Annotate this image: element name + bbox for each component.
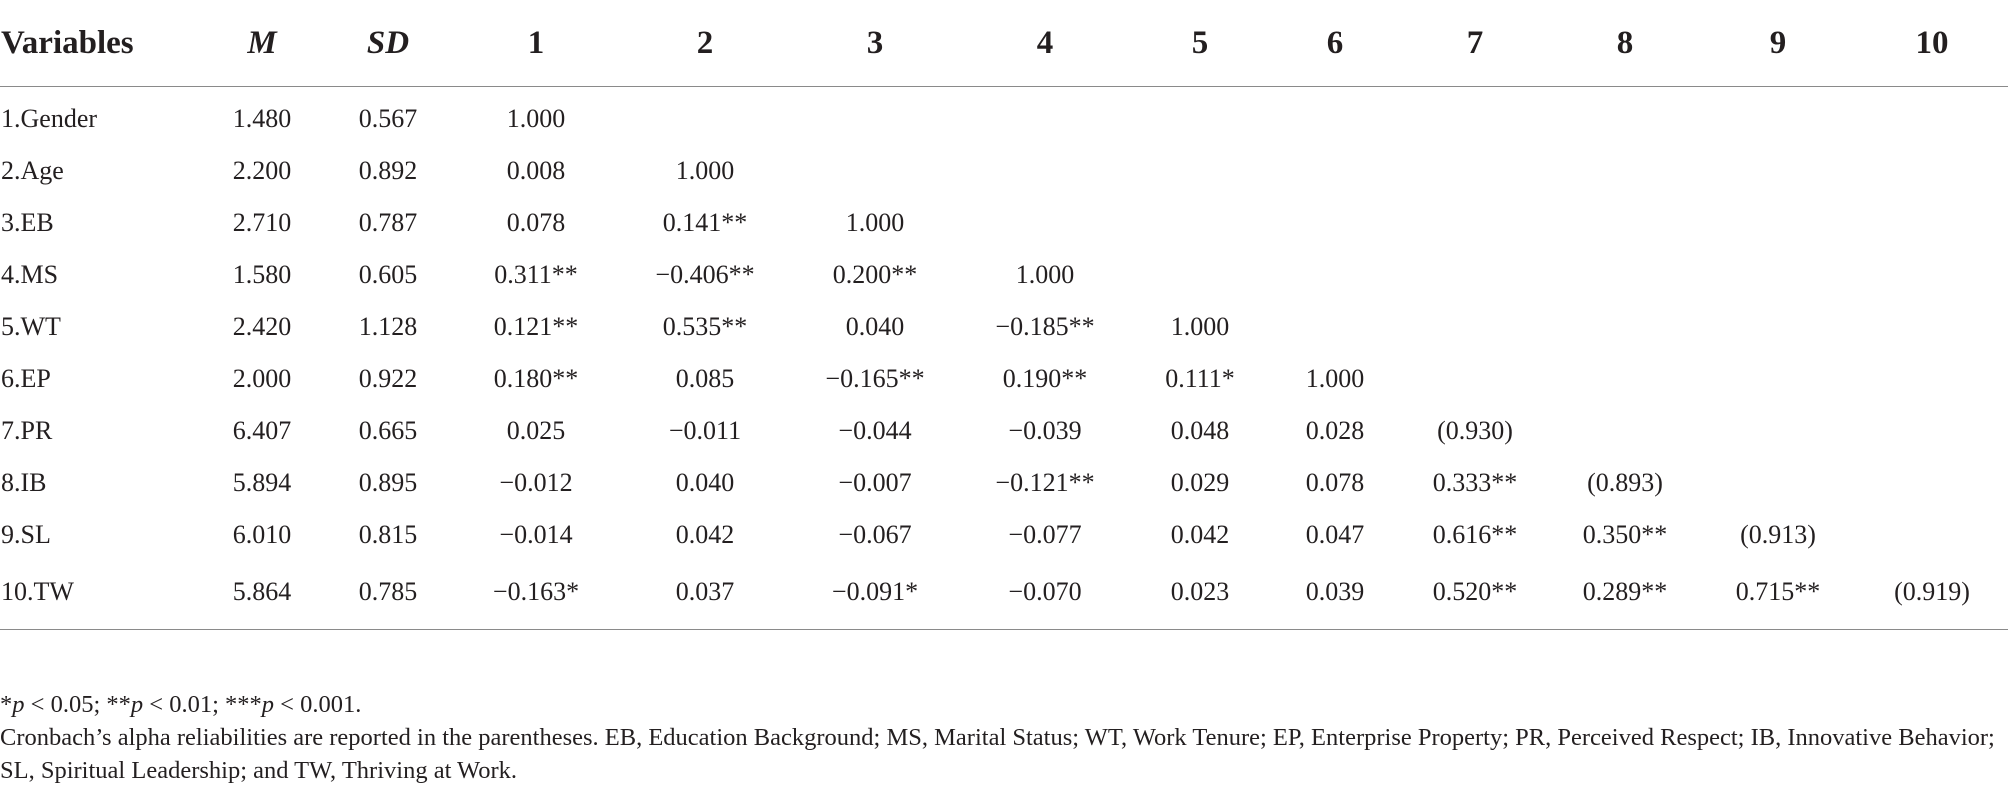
correlation-cell: −0.091* xyxy=(790,561,960,630)
correlation-cell: −0.121** xyxy=(995,468,1095,497)
table-row xyxy=(0,249,2008,301)
table-row xyxy=(0,405,2008,457)
table-row xyxy=(0,509,2008,561)
correlation-cell xyxy=(1856,145,2008,197)
correlation-cell xyxy=(1700,145,1856,197)
header-row xyxy=(0,0,2008,87)
correlation-cell xyxy=(1400,301,1550,353)
header-cell-variables: Variables xyxy=(0,0,200,87)
header-cell-8: 8 xyxy=(1550,0,1700,87)
table-footnotes xyxy=(0,688,2000,787)
sd-cell: 0.605 xyxy=(358,260,418,289)
correlation-cell: 0.121** xyxy=(493,312,579,341)
correlation-cell: 1.000 xyxy=(1305,364,1365,393)
table-header xyxy=(0,0,2008,87)
correlation-cell: 0.028 xyxy=(1305,416,1365,445)
abbreviations-note: Cronbach’s alpha reliabilities are reported in the parentheses. EB, Education Background; MS, Marital Status; WT, Work Tenure; EP, Enterprise Property; PR, Perceived Respect; IB, Innovative Behavior; SL, Spiritual Leadership; and TW, Thriving at Work. xyxy=(0,724,1995,784)
correlation-cell xyxy=(1400,87,1550,146)
correlation-cell xyxy=(1700,87,1856,146)
correlation-cell xyxy=(1856,301,2008,353)
sd-cell: 0.815 xyxy=(358,520,418,549)
correlation-cell: 1.000 xyxy=(845,208,905,237)
correlation-cell: 0.023 xyxy=(1130,561,1270,630)
correlation-cell: 0.715** xyxy=(1700,561,1856,630)
correlation-cell: 0.042 xyxy=(1170,520,1230,549)
correlation-cell: −0.007 xyxy=(838,468,912,497)
correlation-cell xyxy=(620,87,790,146)
significance-note-p-3: p xyxy=(261,691,274,718)
mean-cell: 6.010 xyxy=(232,520,292,549)
table-row xyxy=(0,145,2008,197)
correlation-cell: 1.000 xyxy=(506,104,566,133)
table-row xyxy=(0,87,2008,146)
correlation-cell: (0.930) xyxy=(1437,416,1513,445)
correlation-cell xyxy=(960,145,1130,197)
mean-cell: 5.864 xyxy=(200,561,324,630)
correlation-cell: −0.067 xyxy=(838,520,912,549)
table-row xyxy=(0,353,2008,405)
significance-note-text-3: < 0.01; *** xyxy=(143,691,262,718)
header-cell-mean: M xyxy=(200,0,324,87)
correlation-cell: 1.000 xyxy=(1170,312,1230,341)
correlation-cell xyxy=(1130,249,1270,301)
correlation-cell xyxy=(1400,197,1550,249)
correlation-cell xyxy=(790,145,960,197)
correlation-cell: −0.039 xyxy=(1008,416,1082,445)
significance-note-p-1: p xyxy=(12,691,25,718)
correlation-cell xyxy=(1550,405,1700,457)
correlation-cell xyxy=(1400,249,1550,301)
table-row xyxy=(0,561,2008,630)
correlation-cell xyxy=(1130,197,1270,249)
variable-name-cell: 1.Gender xyxy=(1,104,98,133)
sd-cell: 0.922 xyxy=(358,364,418,393)
table-row xyxy=(0,457,2008,509)
correlation-cell xyxy=(1400,145,1550,197)
correlation-cell: 1.000 xyxy=(675,156,735,185)
correlation-cell xyxy=(1700,457,1856,509)
variable-name-cell: 3.EB xyxy=(1,208,54,237)
correlation-cell: −0.185** xyxy=(995,312,1095,341)
significance-note-text-4: < 0.001. xyxy=(274,691,362,718)
correlation-cell: 0.289** xyxy=(1550,561,1700,630)
significance-note-p-2: p xyxy=(130,691,144,718)
correlation-cell xyxy=(1700,405,1856,457)
correlation-cell: −0.011 xyxy=(668,416,742,445)
significance-note-text-2: < 0.05; ** xyxy=(24,691,131,718)
header-cell-1: 1 xyxy=(452,0,620,87)
variable-name-cell: 10.TW xyxy=(0,561,200,630)
variable-name-cell: 8.IB xyxy=(1,468,47,497)
sd-cell: 0.665 xyxy=(358,416,418,445)
mean-cell: 2.710 xyxy=(232,208,292,237)
correlation-cell xyxy=(960,87,1130,146)
correlation-cell xyxy=(1270,145,1400,197)
correlation-cell: (0.893) xyxy=(1587,468,1663,497)
correlation-cell: 1.000 xyxy=(1015,260,1075,289)
correlation-cell: −0.406** xyxy=(655,260,755,289)
correlation-cell xyxy=(1700,249,1856,301)
variable-name-cell: 7.PR xyxy=(1,416,53,445)
correlation-cell xyxy=(1700,301,1856,353)
correlation-cell xyxy=(1856,405,2008,457)
correlation-cell: −0.070 xyxy=(960,561,1130,630)
mean-cell: 2.200 xyxy=(232,156,292,185)
header-cell-4: 4 xyxy=(960,0,1130,87)
correlation-cell xyxy=(1856,249,2008,301)
header-cell-5: 5 xyxy=(1130,0,1270,87)
correlation-cell: 0.040 xyxy=(675,468,735,497)
correlation-cell xyxy=(1130,145,1270,197)
table-row xyxy=(0,301,2008,353)
mean-cell: 2.420 xyxy=(232,312,292,341)
correlation-cell xyxy=(1700,197,1856,249)
sd-cell: 0.567 xyxy=(358,104,418,133)
header-cell-10: 10 xyxy=(1856,0,2008,87)
variable-name-cell: 4.MS xyxy=(1,260,59,289)
correlation-cell: 0.029 xyxy=(1170,468,1230,497)
mean-cell: 1.580 xyxy=(232,260,292,289)
header-cell-6: 6 xyxy=(1270,0,1400,87)
correlation-cell: 0.047 xyxy=(1305,520,1365,549)
header-cell-sd: SD xyxy=(324,0,452,87)
significance-note xyxy=(0,688,2000,721)
correlation-cell: (0.913) xyxy=(1740,520,1816,549)
correlation-cell xyxy=(1856,353,2008,405)
mean-cell: 1.480 xyxy=(232,104,292,133)
correlation-cell: 0.008 xyxy=(506,156,566,185)
correlation-cell xyxy=(1550,145,1700,197)
sd-cell: 0.892 xyxy=(358,156,418,185)
correlation-cell: −0.044 xyxy=(838,416,912,445)
correlation-cell xyxy=(1856,457,2008,509)
mean-cell: 5.894 xyxy=(232,468,292,497)
correlation-cell: 0.039 xyxy=(1270,561,1400,630)
correlation-cell: −0.163* xyxy=(452,561,620,630)
correlation-cell: 0.141** xyxy=(662,208,748,237)
header-cell-7: 7 xyxy=(1400,0,1550,87)
sd-cell: 0.895 xyxy=(358,468,418,497)
variable-name-cell: 6.EP xyxy=(1,364,51,393)
correlation-cell xyxy=(1856,197,2008,249)
table-body xyxy=(0,87,2008,630)
correlation-cell: 0.111* xyxy=(1165,364,1235,393)
correlation-cell xyxy=(1856,509,2008,561)
correlation-cell: −0.014 xyxy=(499,520,573,549)
sd-cell: 0.785 xyxy=(324,561,452,630)
correlation-cell: 0.190** xyxy=(1002,364,1088,393)
correlation-cell: 0.085 xyxy=(675,364,735,393)
variable-name-cell: 9.SL xyxy=(1,520,51,549)
correlation-cell: 0.078 xyxy=(1305,468,1365,497)
correlation-cell: 0.048 xyxy=(1170,416,1230,445)
correlation-cell xyxy=(1270,197,1400,249)
correlation-cell xyxy=(1130,87,1270,146)
correlation-cell: 0.025 xyxy=(506,416,566,445)
correlation-cell: −0.165** xyxy=(825,364,925,393)
correlation-cell: 0.311** xyxy=(494,260,578,289)
correlation-cell xyxy=(1550,87,1700,146)
correlation-cell: (0.919) xyxy=(1856,561,2008,630)
header-cell-3: 3 xyxy=(790,0,960,87)
correlation-cell: 0.040 xyxy=(845,312,905,341)
correlation-cell xyxy=(1550,353,1700,405)
significance-note-text-1: * xyxy=(0,691,13,718)
correlation-cell: 0.616** xyxy=(1432,520,1518,549)
table-row xyxy=(0,197,2008,249)
correlation-cell xyxy=(1700,353,1856,405)
correlation-cell xyxy=(1400,353,1550,405)
sd-cell: 1.128 xyxy=(358,312,418,341)
header-cell-2: 2 xyxy=(620,0,790,87)
variable-name-cell: 5.WT xyxy=(1,312,61,341)
correlation-cell xyxy=(1270,249,1400,301)
correlation-cell xyxy=(1550,301,1700,353)
correlation-cell: −0.077 xyxy=(1008,520,1082,549)
variable-name-cell: 2.Age xyxy=(1,156,64,185)
correlation-cell xyxy=(1270,301,1400,353)
correlation-cell xyxy=(1550,249,1700,301)
correlation-cell: 0.520** xyxy=(1400,561,1550,630)
correlation-cell xyxy=(790,87,960,146)
mean-cell: 6.407 xyxy=(232,416,292,445)
mean-cell: 2.000 xyxy=(232,364,292,393)
correlation-cell: 0.037 xyxy=(620,561,790,630)
correlation-cell: −0.012 xyxy=(499,468,573,497)
correlation-cell: 0.180** xyxy=(493,364,579,393)
correlation-cell: 0.042 xyxy=(675,520,735,549)
correlation-cell: 0.535** xyxy=(662,312,748,341)
header-cell-9: 9 xyxy=(1700,0,1856,87)
correlation-cell: 0.333** xyxy=(1432,468,1518,497)
sd-cell: 0.787 xyxy=(358,208,418,237)
correlation-cell: 0.350** xyxy=(1582,520,1668,549)
correlation-cell: 0.200** xyxy=(832,260,918,289)
correlation-cell xyxy=(1550,197,1700,249)
correlation-cell xyxy=(1856,87,2008,146)
correlation-cell xyxy=(960,197,1130,249)
correlation-cell xyxy=(1270,87,1400,146)
correlation-cell: 0.078 xyxy=(506,208,566,237)
